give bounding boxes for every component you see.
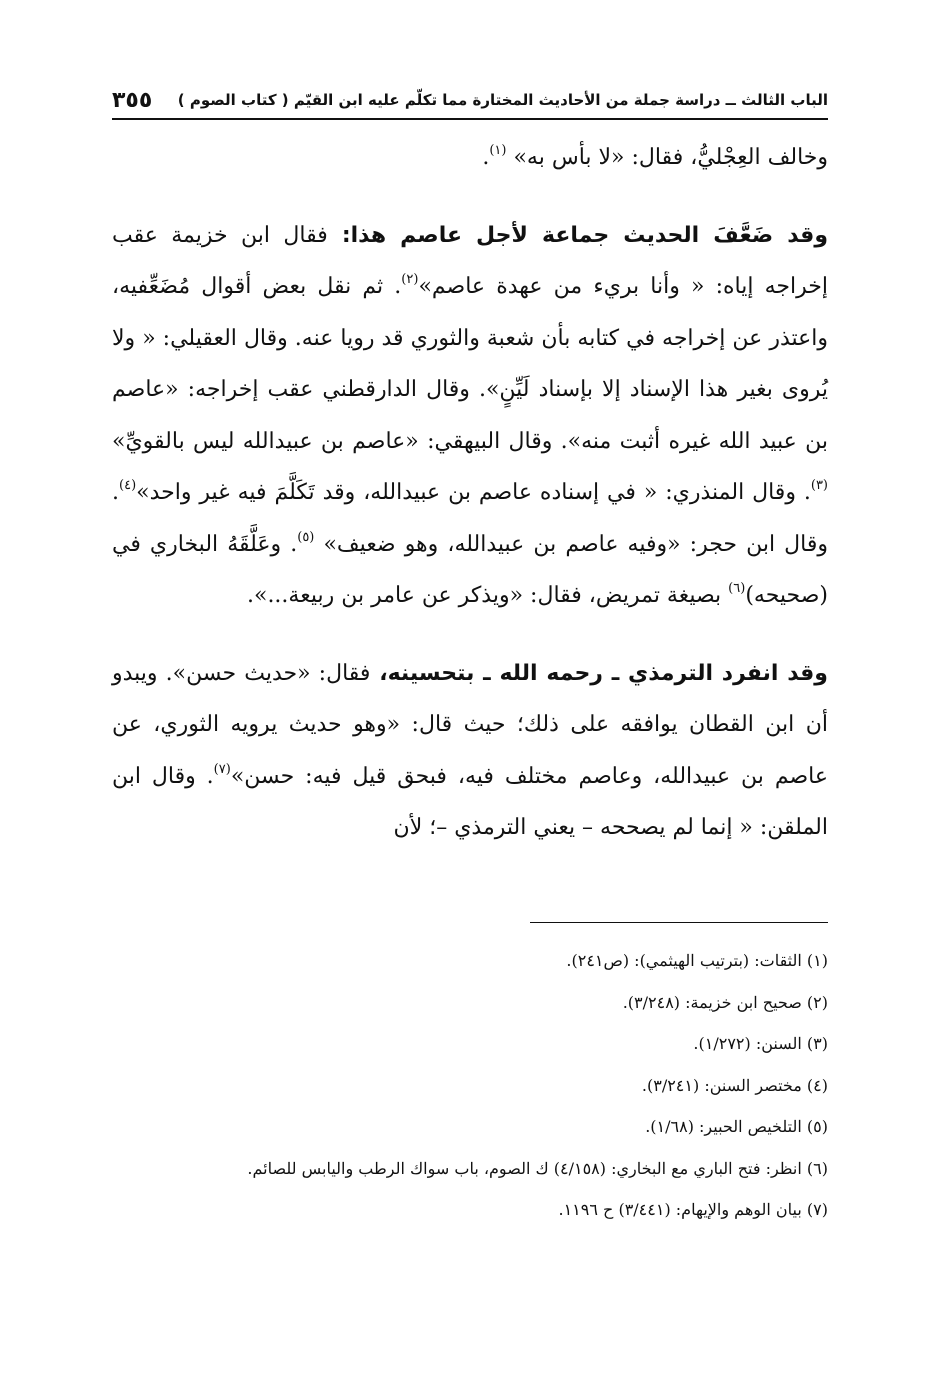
footnote-3: (٣) السنن: (١/٢٧٢). [693, 1034, 828, 1053]
paragraph-1 [112, 132, 828, 184]
paragraph-2-text-5: . وعَلَّقَهُ البخاري في (صحيحه) [112, 531, 828, 608]
paragraph-2-text-2: . ثم نقل بعض أقوال مُضَعِّفيه، واعتذر عن إخراجه في كتابه بأن شعبة والثوري قد رويا عنه. وقال العقيلي: « ولا يُروى بغير هذا الإسناد إلا بإسناد لَيِّنٍ». وقال الدارقطني عقب إخراجه: «عاصم بن عبيد الله غيره أثبت منه». وقال البيهقي: «عاصم بن عبيدالله ليس بالقويِّ» [112, 274, 828, 454]
footnote-4: (٤) مختصر السنن: (٣/٢٤١). [641, 1075, 828, 1095]
footnotes [112, 940, 828, 1231]
paragraph-3-text-2: . وقال ابن الملقن: « إنما لم يصححه – يعني الترمذي –؛ لأن [112, 763, 828, 840]
paragraph-2-text-4: . وقال ابن حجر: «وفيه عاصم بن عبيدالله، وهو ضعيف» [112, 480, 828, 557]
footnote-ref-2: (٢) [401, 272, 419, 287]
header-title: الباب الثالث ــ دراسة جملة من الأحاديث المختارة مما تكلّم عليه ابن القيّم ( كتاب الصوم ) [177, 91, 828, 109]
footnote-2: (٢) صحيح ابن خزيمة: (٣/٢٤٨). [622, 992, 828, 1012]
footnote-ref-1: (١) [489, 143, 507, 158]
paragraph-1-text: وخالف العِجْليُّ، فقال: «لا بأس به» [506, 145, 828, 170]
paragraph-2 [112, 210, 828, 622]
footnote-5: (٥) التلخيص الحبير: (١/٦٨). [645, 1117, 828, 1136]
paragraph-1-end: . [482, 145, 490, 170]
paragraph-3-lead: وقد انفرد الترمذي ـ رحمه الله ـ بتحسينه، [370, 660, 828, 686]
footnote-ref-3: (٣) [810, 478, 828, 493]
paragraph-2-text-3: . وقال المنذري: « في إسناده عاصم بن عبيدالله، وقد تَكَلَّمَ فيه غير واحد» [136, 480, 811, 505]
paragraph-3 [112, 648, 828, 854]
page-number: ٣٥٥ [112, 87, 153, 113]
paragraph-2-text-1: فقال ابن خزيمة عقب إخراجه إياه: « وأنا بريء من عهدة عاصم» [112, 222, 828, 299]
footnote-separator [530, 922, 828, 923]
footnote-7: (٧) بيان الوهم والإيهام: (٣/٤٤١) ح ١١٩٦. [558, 1200, 828, 1219]
main-text [112, 132, 828, 854]
footnote-1: (١) الثقات: (بترتيب الهيثمي): (ص٢٤١). [566, 951, 828, 970]
paragraph-2-text-6: بصيغة تمريض، فقال: «ويذكر عن عامر بن ربيعة...». [246, 583, 729, 608]
footnote-6: (٦) انظر: فتح الباري مع البخاري: (٤/١٥٨) ك الصوم، باب سواك الرطب واليابس للصائم. [247, 1158, 828, 1178]
paragraph-2-lead: وقد ضَعَّفَ الحديث جماعة لأجل عاصم هذا: [327, 222, 828, 248]
footnote-ref-4: (٤) [119, 478, 137, 493]
footnote-ref-5: (٥) [297, 529, 315, 545]
footnote-ref-6: (٦) [728, 581, 746, 596]
footnote-ref-7: (٧) [213, 761, 231, 777]
running-header [112, 82, 828, 120]
paragraph-3-text-1: فقال: «حديث حسن». ويبدو أن ابن القطان يوافقه على ذلك؛ حيث قال: «وهو حديث يرويه الثوري، عن عاصم بن عبيدالله، وعاصم مختلف فيه، فبحق قيل فيه: حسن» [112, 660, 828, 789]
